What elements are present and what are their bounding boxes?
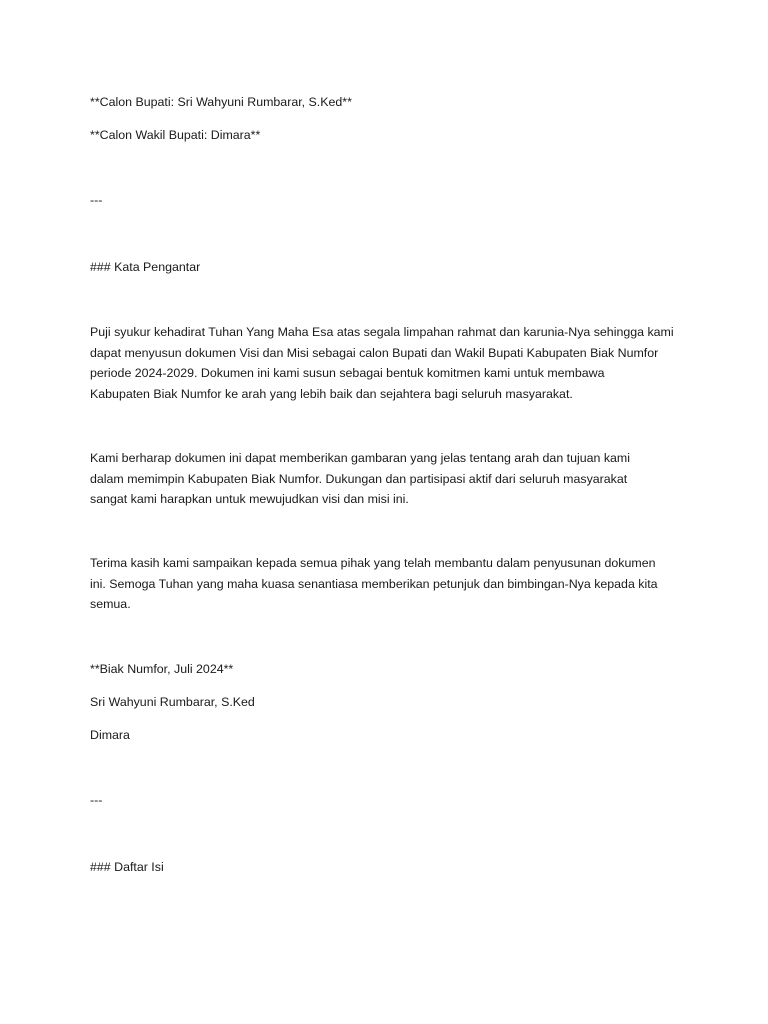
paragraph-line: dalam memimpin Kabupaten Biak Numfor. Dukungan dan partisipasi aktif dari seluruh masyarakat: [90, 471, 628, 486]
paragraph-line: dapat menyusun dokumen Visi dan Misi sebagai calon Bupati dan Wakil Bupati Kabupaten Biak Numfor: [90, 345, 659, 360]
paragraph-line: sangat kami harapkan untuk mewujudkan visi dan misi ini.: [90, 492, 409, 506]
paragraph-line: Kami berharap dokumen ini dapat memberikan gambaran yang jelas tentang arah dan tujuan kami: [90, 451, 631, 465]
foreword-paragraph-3: [90, 553, 690, 615]
foreword-heading: ### Kata Pengantar: [90, 260, 201, 274]
foreword-paragraph-1: [90, 322, 690, 404]
foreword-paragraph-2: [90, 448, 690, 510]
paragraph-line: Kabupaten Biak Numfor ke arah yang lebih baik dan sejahtera bagi seluruh masyarakat.: [90, 386, 573, 401]
paragraph-line: semua.: [90, 597, 131, 611]
candidate-regent-line: **Calon Bupati: Sri Wahyuni Rumbarar, S.Ked**: [90, 95, 352, 109]
toc-heading: ### Daftar Isi: [90, 860, 164, 874]
signatory-regent: Sri Wahyuni Rumbarar, S.Ked: [90, 695, 255, 709]
place-date-line: **Biak Numfor, Juli 2024**: [90, 662, 234, 676]
candidate-vice-regent-line: **Calon Wakil Bupati: Dimara**: [90, 128, 261, 142]
paragraph-line: Terima kasih kami sampaikan kepada semua pihak yang telah membantu dalam penyusunan dokumen: [90, 556, 656, 570]
paragraph-line: Puji syukur kehadirat Tuhan Yang Maha Esa atas segala limpahan rahmat dan karunia-Nya sehingga kami: [90, 325, 674, 339]
separator-2: ---: [90, 793, 103, 807]
paragraph-line: ini. Semoga Tuhan yang maha kuasa senantiasa memberikan petunjuk dan bimbingan-Nya kepada kita: [90, 576, 658, 591]
paragraph-line: periode 2024-2029. Dokumen ini kami susun sebagai bentuk komitmen kami untuk membawa: [90, 366, 605, 380]
signatory-vice-regent: Dimara: [90, 728, 130, 742]
separator-1: ---: [90, 193, 103, 207]
